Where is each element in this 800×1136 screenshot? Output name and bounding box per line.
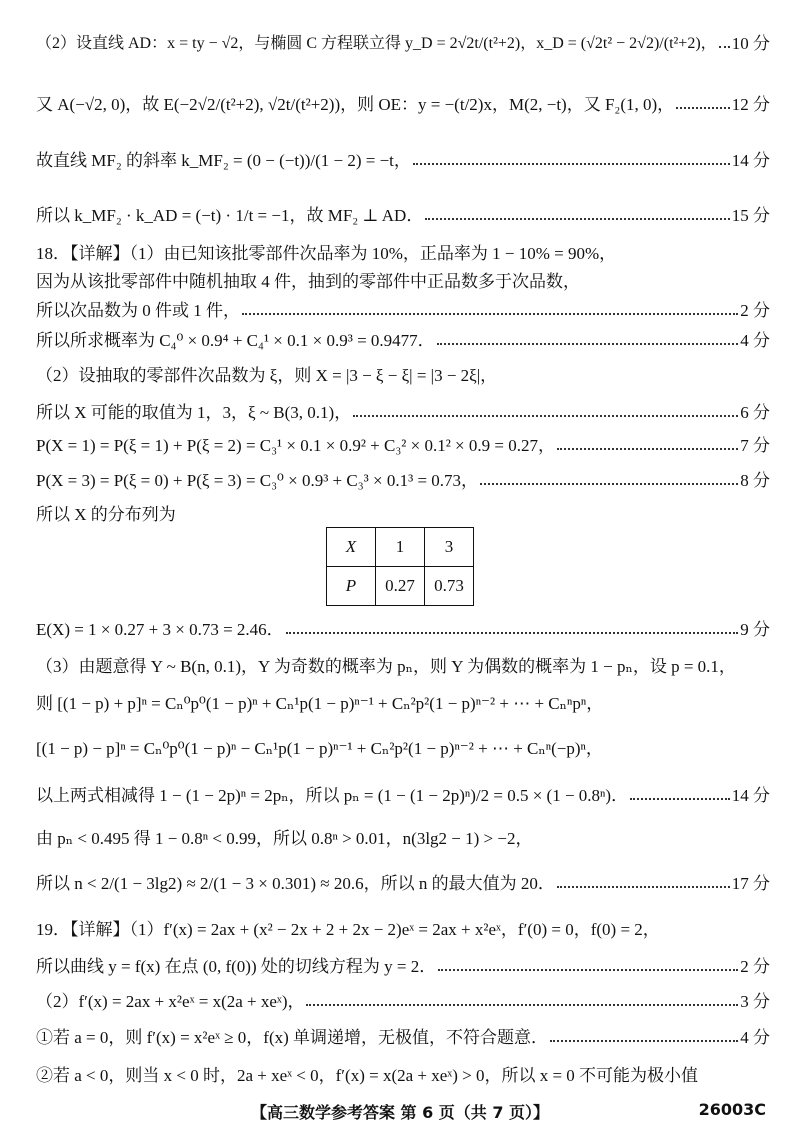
leader-dots: [286, 632, 739, 634]
line-3: 故直线 MF₂ 的斜率 k_MF₂ = (0 − (−t))/(1 − 2) = −t， 14 分: [36, 150, 770, 170]
line-2: 又 A(−√2, 0)，故 E(−2√2/(t²+2), √2t/(t²+2))，则 OE：y = −(t/2)x，M(2, −t)，又 F₂(1, 0)， 12 分: [36, 94, 770, 114]
line-10: 所以 X 可能的取值为 1，3，ξ ~ B(3, 0.1)， 6 分: [36, 402, 770, 422]
leader-dots: [676, 107, 730, 109]
line-21: 19．【详解】（1）f′(x) = 2ax + (x² − 2x + 2 + 2x − 2)eˣ = 2ax + x²eˣ，f′(0) = 0，f(0) = 2，: [36, 919, 660, 939]
line-22: 所以曲线 y = f(x) 在点 (0, f(0)) 处的切线方程为 y = 2． 2 分: [36, 956, 770, 976]
line-15: （3）由题意得 Y ~ B(n, 0.1)，Y 为奇数的概率为 pₙ，则 Y 为偶数的概率为 1 − pₙ，设 p = 0.1，: [36, 656, 736, 676]
leader-dots: [550, 1040, 738, 1042]
line-16: 则 [(1 − p) + p]ⁿ = Cₙ⁰p⁰(1 − p)ⁿ + Cₙ¹p(1 − p)ⁿ⁻¹ + Cₙ²p²(1 − p)ⁿ⁻² + ⋯ + Cₙⁿpⁿ，: [36, 693, 604, 713]
table-cell: X: [327, 528, 376, 567]
table-row: [327, 567, 474, 606]
leader-dots: [557, 448, 738, 450]
line-18: 以上两式相减得 1 − (1 − 2p)ⁿ = 2pₙ，所以 pₙ = (1 − (1 − 2p)ⁿ)/2 = 0.5 × (1 − 0.8ⁿ)． 14 分: [36, 785, 770, 805]
line-11: P(X = 1) = P(ξ = 1) + P(ξ = 2) = C₃¹ × 0.1 × 0.9² + C₃² × 0.1² × 0.9 = 0.27， 7 分: [36, 435, 770, 455]
leader-dots: [425, 218, 729, 220]
table-cell: 1: [376, 528, 425, 567]
line-1: （2）设直线 AD：x = ty − √2，与椭圆 C 方程联立得 y_D = 2√2t/(t²+2)，x_D = (√2t² − 2√2)/(t²+2)， 10 分: [36, 33, 770, 53]
leader-dots: [353, 415, 738, 417]
leader-dots: [413, 163, 730, 165]
line-25: ②若 a < 0，则当 x < 0 时，2a + xeˣ < 0，f′(x) = x(2a + xeˣ) > 0，所以 x = 0 不可能为极小值: [36, 1065, 699, 1085]
line-12: P(X = 3) = P(ξ = 0) + P(ξ = 3) = C₃⁰ × 0.9³ + C₃³ × 0.1³ = 0.73， 8 分: [36, 470, 770, 490]
footer-title: 【高三数学参考答案 第 6 页（共 7 页）】: [250, 1103, 550, 1122]
line-20: 所以 n < 2/(1 − 3lg2) ≈ 2/(1 − 3 × 0.301) ≈ 20.6，所以 n 的最大值为 20． 17 分: [36, 873, 770, 893]
line-13: 所以 X 的分布列为: [36, 504, 176, 524]
table-cell: 0.27: [376, 567, 425, 606]
line-4: 所以 k_MF₂ · k_AD = (−t) · 1/t = −1，故 MF₂ ⊥ AD． 15 分: [36, 205, 770, 225]
leader-dots: [630, 798, 730, 800]
line-7: 所以次品数为 0 件或 1 件， 2 分: [36, 300, 770, 320]
table-row: [327, 528, 474, 567]
leader-dots: [437, 343, 739, 345]
line-8: 所以所求概率为 C₄⁰ × 0.9⁴ + C₄¹ × 0.1 × 0.9³ = 0.9477． 4 分: [36, 330, 770, 350]
line-14: E(X) = 1 × 0.27 + 3 × 0.73 = 2.46． 9 分: [36, 619, 770, 639]
distribution-table: [326, 527, 474, 606]
leader-dots: [557, 886, 730, 888]
leader-dots: [438, 969, 738, 971]
table-cell: 3: [425, 528, 474, 567]
line-24: ①若 a = 0，则 f′(x) = x²eˣ ≥ 0，f(x) 单调递增，无极值，不符合题意． 4 分: [36, 1027, 770, 1047]
line-23: （2）f′(x) = 2ax + x²eˣ = x(2a + xeˣ)， 3 分: [36, 991, 770, 1011]
leader-dots: [480, 483, 738, 485]
leader-dots: [242, 313, 738, 315]
footer-code: 26003C: [698, 1100, 766, 1119]
line-6: 因为从该批零部件中随机抽取 4 件，抽到的零部件中正品数多于次品数，: [36, 271, 580, 291]
page-footer: [0, 1100, 800, 1124]
line-9: （2）设抽取的零部件次品数为 ξ，则 X = |3 − ξ − ξ| = |3 − 2ξ|，: [36, 365, 498, 385]
line-19: 由 pₙ < 0.495 得 1 − 0.8ⁿ < 0.99，所以 0.8ⁿ > 0.01，n(3lg2 − 1) > −2，: [36, 828, 533, 848]
leader-dots: [719, 46, 730, 48]
table-cell: 0.73: [425, 567, 474, 606]
line-5: 18．【详解】（1）由已知该批零部件次品率为 10%，正品率为 1 − 10% = 90%，: [36, 243, 617, 263]
table-cell: P: [327, 567, 376, 606]
line-17: [(1 − p) − p]ⁿ = Cₙ⁰p⁰(1 − p)ⁿ − Cₙ¹p(1 − p)ⁿ⁻¹ + Cₙ²p²(1 − p)ⁿ⁻² + ⋯ + Cₙⁿ(−p)ⁿ，: [36, 738, 603, 758]
leader-dots: [306, 1004, 738, 1006]
